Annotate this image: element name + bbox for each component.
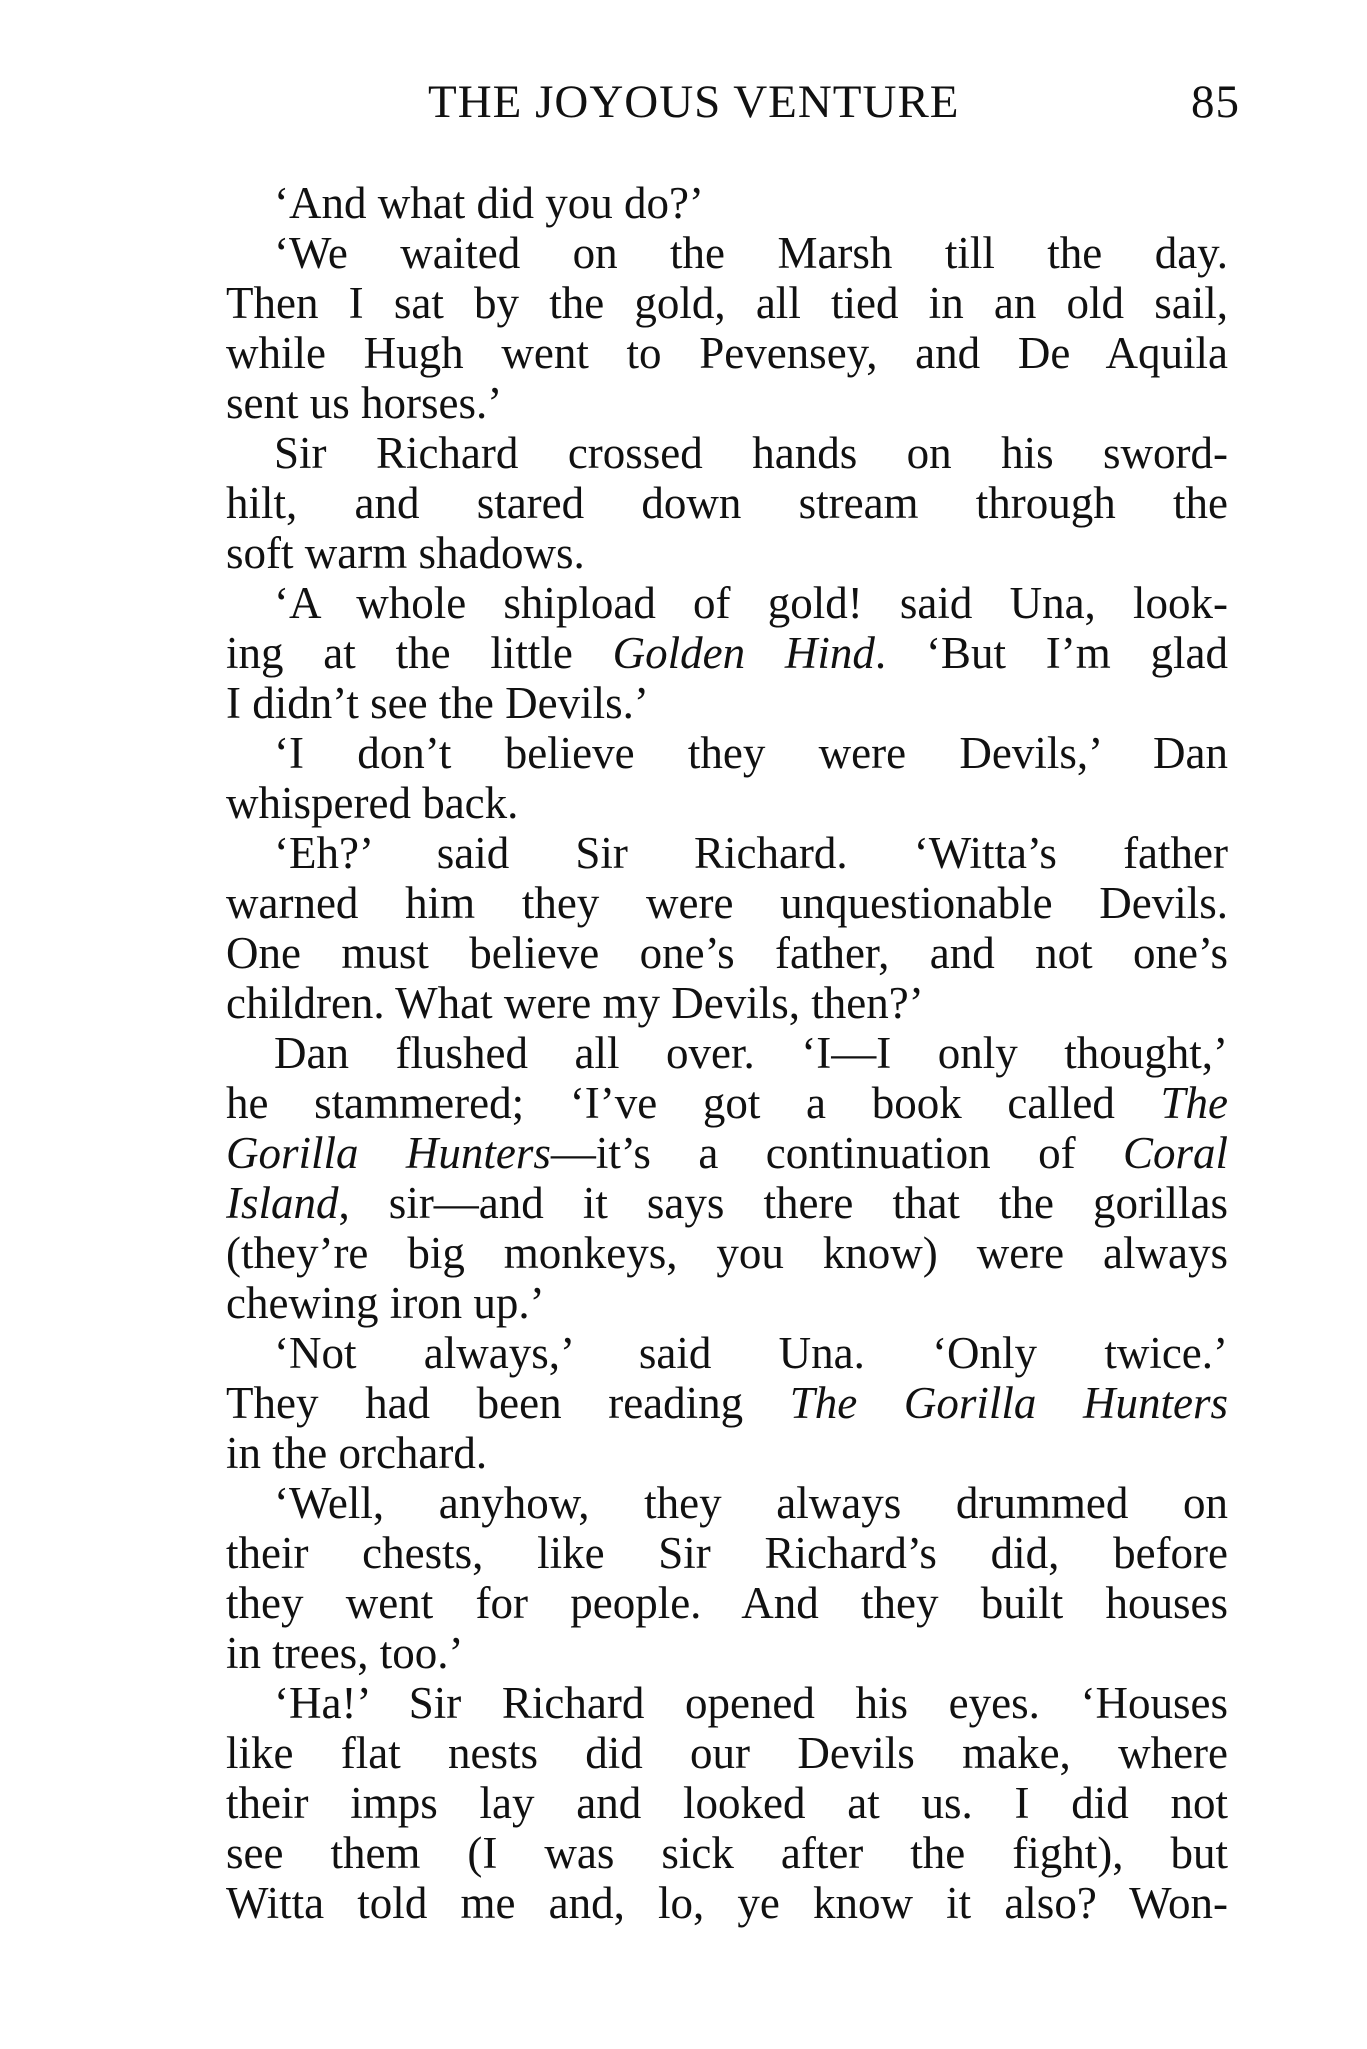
text-line: soft warm shadows. [226, 528, 585, 578]
text-line: (they’re big monkeys, you know) were always [226, 1228, 1228, 1278]
text-line: ‘Well, anyhow, they always drummed on [274, 1478, 1228, 1528]
text-line: Dan flushed all over. ‘I—I only thought,’ [274, 1028, 1228, 1078]
text-line: ‘Ha!’ Sir Richard opened his eyes. ‘Houses [274, 1678, 1228, 1728]
text-line: I didn’t see the Devils.’ [226, 678, 649, 728]
text-line: their chests, like Sir Richard’s did, before [226, 1528, 1228, 1578]
text-line: Gorilla Hunters—it’s a continuation of Coral [226, 1128, 1228, 1178]
text-line: chewing iron up.’ [226, 1278, 545, 1328]
text-line: ‘Not always,’ said Una. ‘Only twice.’ [274, 1328, 1228, 1378]
text-line: warned him they were unquestionable Devils. [226, 878, 1228, 928]
text-line: hilt, and stared down stream through the [226, 478, 1228, 528]
text-line: One must believe one’s father, and not one’s [226, 928, 1228, 978]
text-line: ‘And what did you do?’ [274, 178, 704, 228]
text-line: sent us horses.’ [226, 378, 503, 428]
text-line: Sir Richard crossed hands on his sword- [274, 428, 1228, 478]
running-title: THE JOYOUS VENTURE [428, 76, 960, 128]
text-line: Then I sat by the gold, all tied in an old sail, [226, 278, 1228, 328]
text-line: ‘I don’t believe they were Devils,’ Dan [274, 728, 1228, 778]
text-line: They had been reading The Gorilla Hunters [226, 1378, 1228, 1428]
text-line: ing at the little Golden Hind. ‘But I’m glad [226, 628, 1228, 678]
text-line: Island, sir—and it says there that the gorillas [226, 1178, 1228, 1228]
text-line: while Hugh went to Pevensey, and De Aquila [226, 328, 1228, 378]
text-line: whispered back. [226, 778, 519, 828]
text-line: in trees, too.’ [226, 1628, 464, 1678]
body-text [226, 178, 1228, 1928]
text-line: ‘A whole shipload of gold! said Una, look- [274, 578, 1228, 628]
text-line: he stammered; ‘I’ve got a book called The [226, 1078, 1228, 1128]
running-head [428, 72, 1240, 132]
text-line: like flat nests did our Devils make, where [226, 1728, 1228, 1778]
text-line: in the orchard. [226, 1428, 488, 1478]
text-line: see them (I was sick after the fight), but [226, 1828, 1228, 1878]
text-line: their imps lay and looked at us. I did not [226, 1778, 1228, 1828]
text-line: children. What were my Devils, then?’ [226, 978, 924, 1028]
text-line: ‘Eh?’ said Sir Richard. ‘Witta’s father [274, 828, 1228, 878]
text-line: they went for people. And they built houses [226, 1578, 1228, 1628]
page-number: 85 [1191, 76, 1240, 128]
text-line: Witta told me and, lo, ye know it also? Won- [226, 1878, 1228, 1928]
text-line: ‘We waited on the Marsh till the day. [274, 228, 1228, 278]
